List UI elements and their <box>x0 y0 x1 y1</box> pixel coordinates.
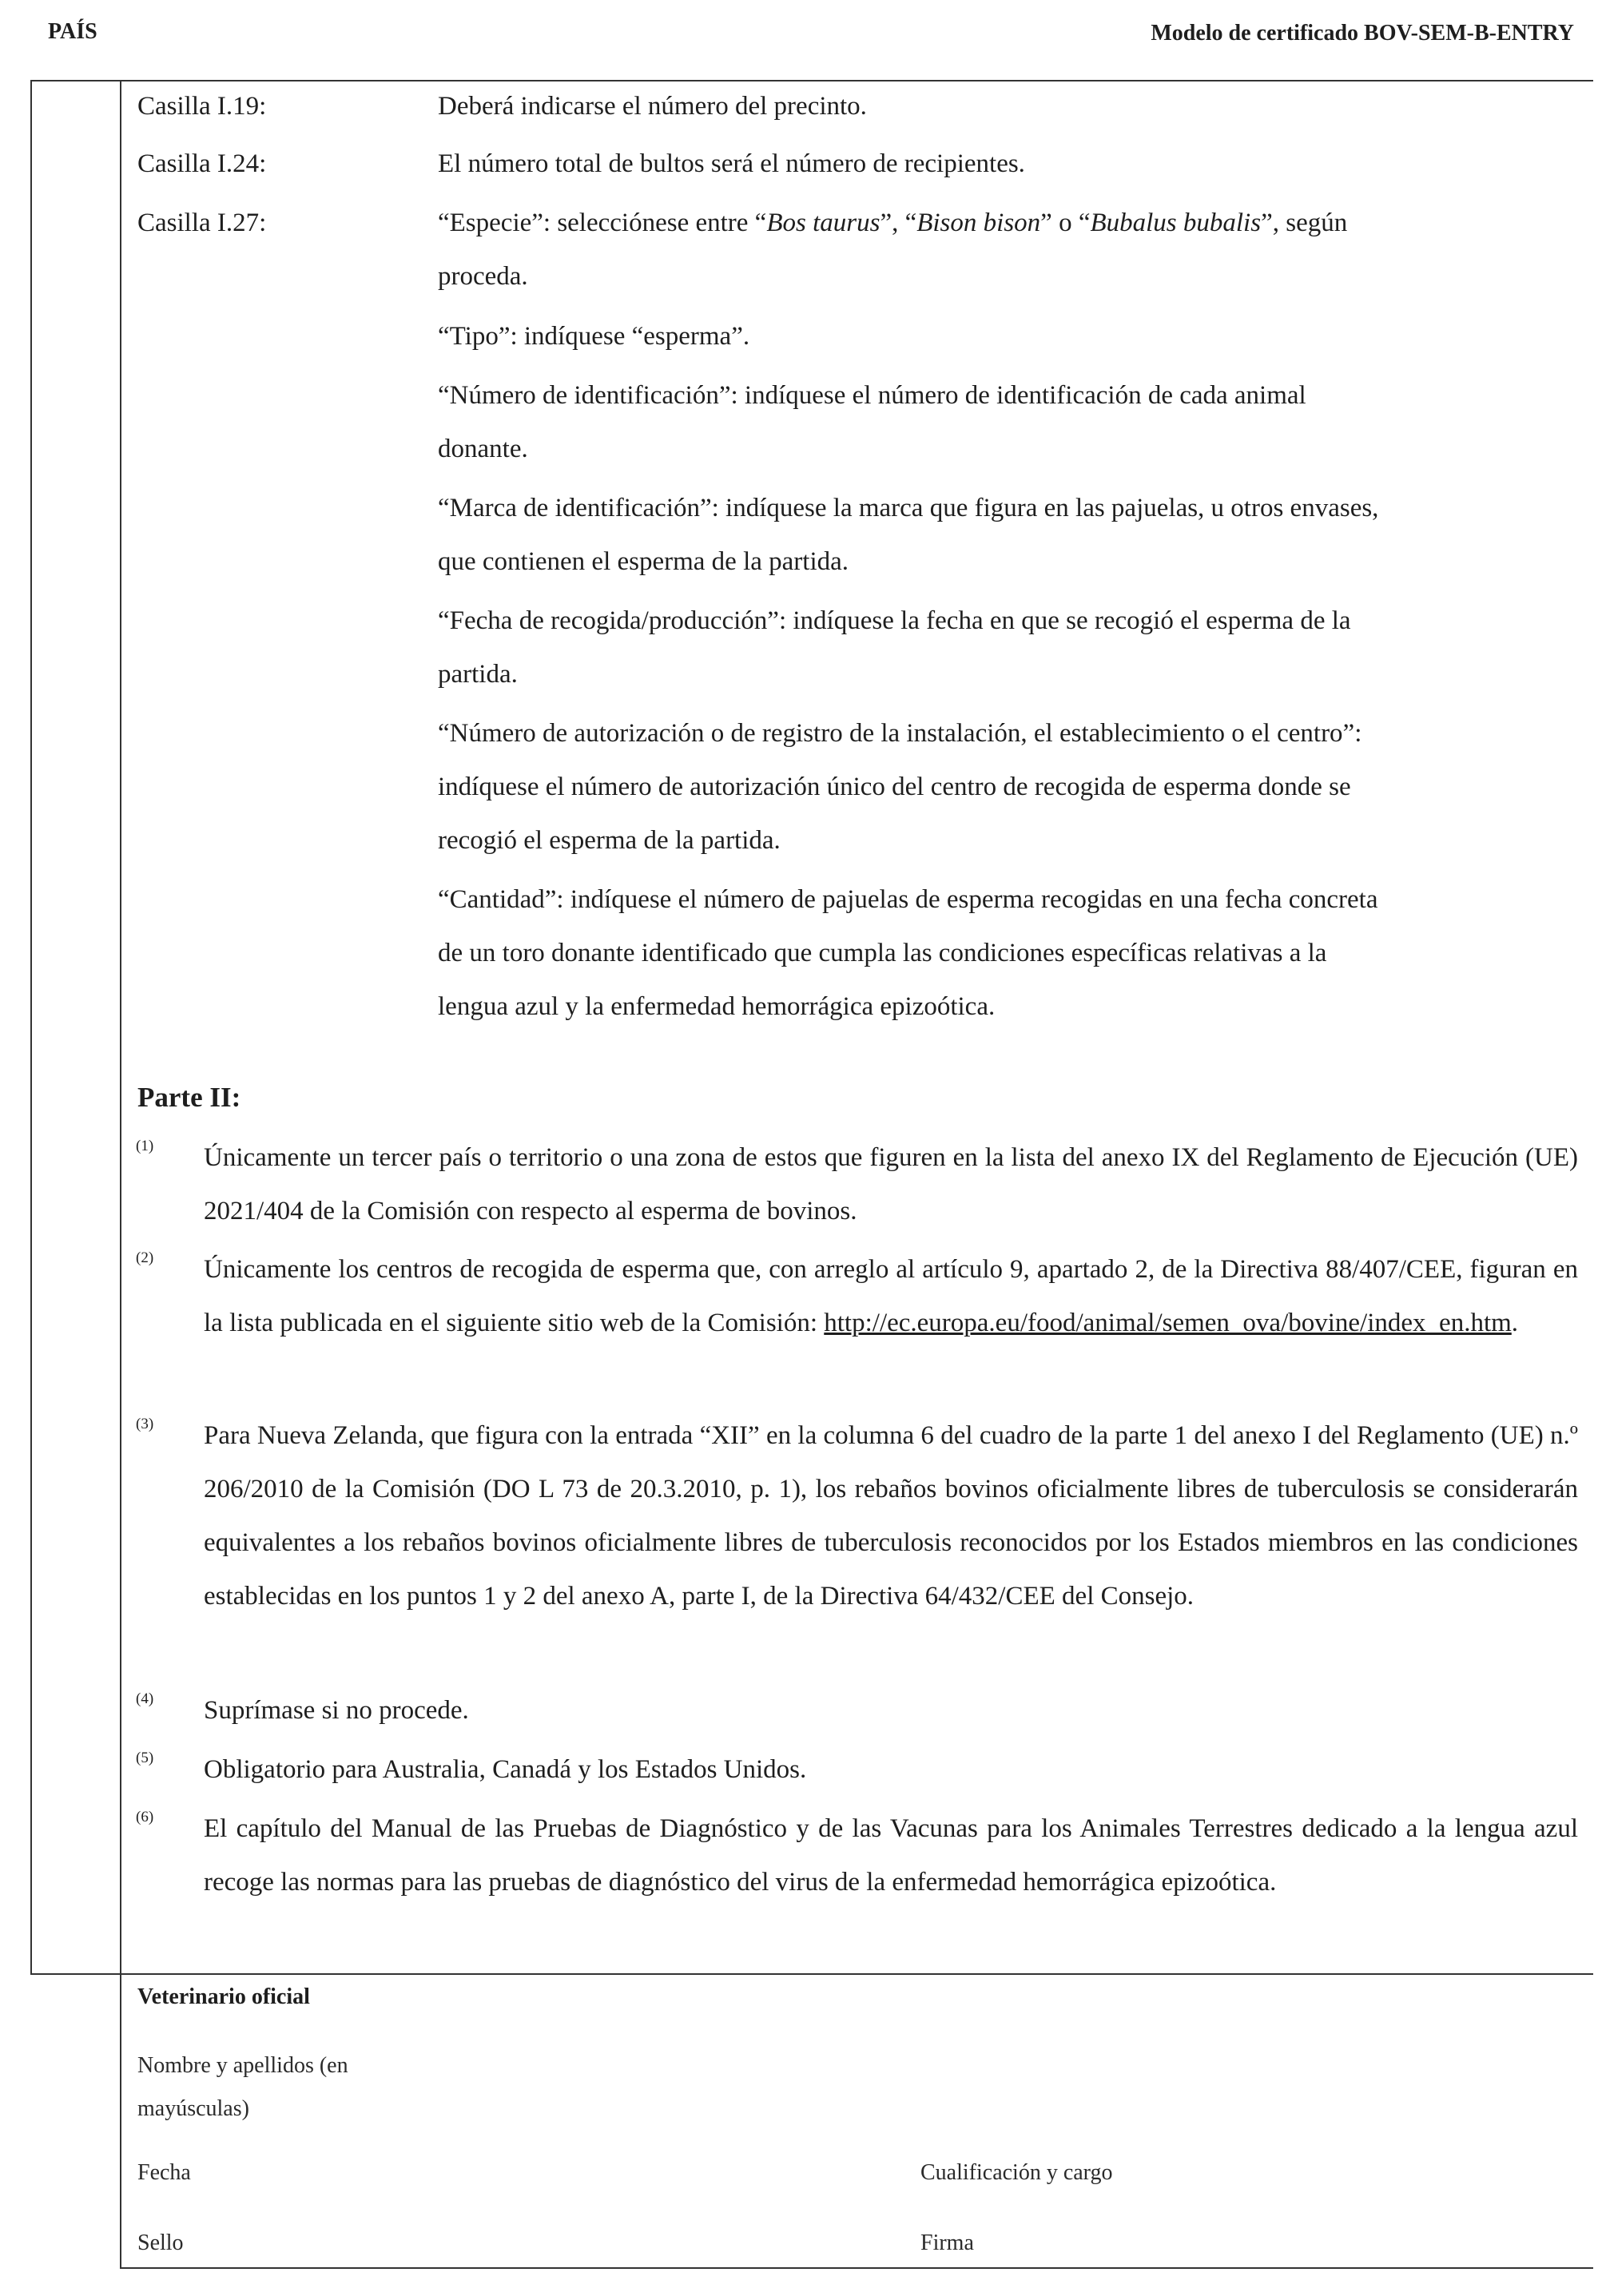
table-inner-left-border <box>120 80 121 2269</box>
cantidad-line-1: “Cantidad”: indíquese el número de pajuelas de esperma recogidas en una fecha concreta <box>438 885 1378 914</box>
table-outer-left-border <box>30 80 32 1973</box>
table-bottom-border <box>120 2267 1593 2269</box>
fecha-recogida-line-1: “Fecha de recogida/producción”: indíquese la fecha en que se recogió el esperma de la <box>438 606 1351 635</box>
numero-identificacion-line-1: “Número de identificación”: indíquese el número de identificación de cada animal <box>438 381 1306 410</box>
casilla-label-i24: Casilla I.24: <box>137 149 267 178</box>
species-name: Bos taurus <box>766 209 880 237</box>
footnote-number: (6) <box>136 1809 154 1825</box>
footnote-text: Suprímase si no procede. <box>204 1696 469 1725</box>
country-header: PAÍS <box>48 19 97 44</box>
name-field-label: Nombre y apellidos (en <box>137 2053 348 2078</box>
tipo-line: “Tipo”: indíquese “esperma”. <box>438 322 750 351</box>
footnote-number: (1) <box>136 1138 154 1154</box>
footnote-text: Para Nueva Zelanda, que figura con la entrada “XII” en la columna 6 del cuadro de la parte 1 del anexo I del Reglamento (UE) n.º 206/2010 de la Comisión (DO L 73 de 20.3.2010, p. 1), los rebaños bovinos oficialmente libres de tuberculosis se considerarán equivalentes a los rebaños bovinos oficialmente libres de tuberculosis reconocidos por los Estados miembros en las condiciones establecidas en los puntos 1 y 2 del anexo A, parte I, de la Directiva 64/432/CEE del Consejo. <box>204 1421 1578 1611</box>
footnote-text <box>204 1243 1578 1350</box>
name-field-label-cont: mayúsculas) <box>137 2096 249 2121</box>
footnote-number: (2) <box>136 1249 154 1266</box>
qualification-field-label: Cualificación y cargo <box>920 2160 1113 2185</box>
numero-autorizacion-line-3: recogió el esperma de la partida. <box>438 826 781 855</box>
signature-field-label: Firma <box>920 2230 974 2255</box>
stamp-field-label: Sello <box>137 2230 184 2255</box>
especie-line-1: “Especie”: selecciónese entre “Bos taurus”, “Bison bison” o “Bubalus bubalis”, según <box>438 209 1348 237</box>
numero-identificacion-line-2: donante. <box>438 435 528 463</box>
official-vet-title: Veterinario oficial <box>137 1984 310 2009</box>
casilla-label-i27: Casilla I.27: <box>137 209 267 237</box>
casilla-label-i19: Casilla I.19: <box>137 92 267 121</box>
footnote-text: Únicamente un tercer país o territorio o una zona de estos que figuren en la lista del anexo IX del Reglamento de Ejecución (UE) 2021/404 de la Comisión con respecto al esperma de bovinos. <box>204 1143 1578 1225</box>
numero-autorizacion-line-1: “Número de autorización o de registro de la instalación, el establecimiento o el centro”: <box>438 719 1362 748</box>
certificate-model-header: Modelo de certificado BOV-SEM-B-ENTRY <box>1151 21 1574 46</box>
footnote-text: El capítulo del Manual de las Pruebas de Diagnóstico y de las Vacunas para los Animales Terrestres dedicado a la lengua azul recoge las normas para las pruebas de diagnóstico del virus de la enfermedad hemorrágica epizoótica. <box>204 1814 1578 1897</box>
cantidad-line-3: lengua azul y la enfermedad hemorrágica epizoótica. <box>438 992 996 1021</box>
especie-line-2: proceda. <box>438 262 528 291</box>
casilla-text-i24: El número total de bultos será el número de recipientes. <box>438 149 1025 178</box>
fecha-recogida-line-2: partida. <box>438 660 518 689</box>
footnote-number: (4) <box>136 1690 154 1707</box>
footnote-end-punctuation: . <box>1511 1309 1519 1337</box>
casilla-text-i19: Deberá indicarse el número del precinto. <box>438 92 867 121</box>
parte-ii-heading: Parte II: <box>137 1082 241 1113</box>
footnote-number: (3) <box>136 1416 154 1432</box>
date-field-label: Fecha <box>137 2160 191 2185</box>
commission-website-link[interactable]: http://ec.europa.eu/food/animal/semen_ova/bovine/index_en.htm <box>824 1309 1512 1337</box>
marca-identificacion-line-1: “Marca de identificación”: indíquese la marca que figura en las pajuelas, u otros envases, <box>438 494 1379 522</box>
footnote-number: (5) <box>136 1750 154 1766</box>
table-middle-border <box>30 1973 1593 1975</box>
cantidad-line-2: de un toro donante identificado que cumpla las condiciones específicas relativas a la <box>438 939 1327 967</box>
marca-identificacion-line-2: que contienen el esperma de la partida. <box>438 547 849 576</box>
footnote-text: Obligatorio para Australia, Canadá y los Estados Unidos. <box>204 1755 807 1784</box>
species-name: Bison bison <box>916 209 1041 237</box>
species-name: Bubalus bubalis <box>1090 209 1262 237</box>
footnote-body: Únicamente los centros de recogida de esperma que, con arreglo al artículo 9, apartado 2, de la Directiva 88/407/CEE, figuran en la lista publicada en el siguiente sitio web de la Comisión: <box>204 1255 1578 1337</box>
numero-autorizacion-line-2: indíquese el número de autorización único del centro de recogida de esperma donde se <box>438 773 1351 801</box>
